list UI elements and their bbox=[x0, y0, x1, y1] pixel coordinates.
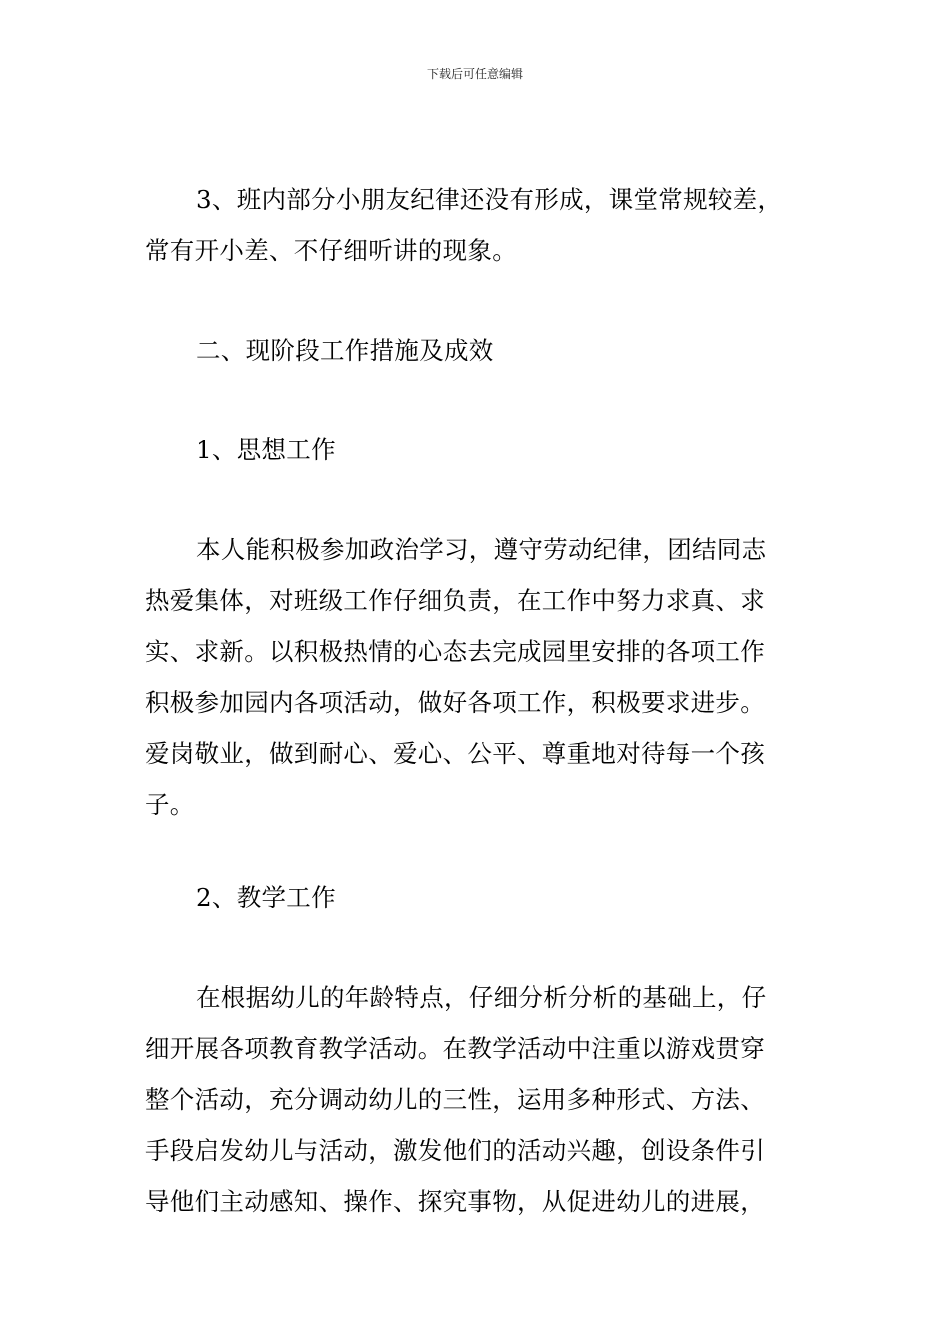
subsection-heading-thought-work: 1、思想工作 bbox=[196, 435, 336, 464]
text-line: 整个活动，充分调动幼儿的三性，运用多种形式、方法、 bbox=[145, 1085, 765, 1114]
paragraph-thought-work bbox=[145, 524, 810, 830]
text-line: 本人能积极参加政治学习，遵守劳动纪律，团结同志 bbox=[196, 535, 767, 564]
text-line: 常有开小差、不仔细听讲的现象。 bbox=[145, 236, 517, 265]
section-heading: 二、现阶段工作措施及成效 bbox=[196, 336, 494, 365]
text-line: 3、班内部分小朋友纪律还没有形成，课堂常规较差， bbox=[196, 185, 783, 214]
subsection-heading-teaching-work: 2、教学工作 bbox=[196, 883, 336, 912]
text-line: 导他们主动感知、操作、探究事物，从促进幼儿的进展， bbox=[145, 1187, 765, 1216]
paragraph-teaching-work bbox=[145, 972, 810, 1227]
text-line: 手段启发幼儿与活动，激发他们的活动兴趣，创设条件引 bbox=[145, 1136, 765, 1165]
text-line: 在根据幼儿的年龄特点，仔细分析分析的基础上，仔 bbox=[196, 983, 767, 1012]
paragraph-class-discipline bbox=[145, 174, 810, 276]
text-line: 实、求新。以积极热情的心态去完成园里安排的各项工作 bbox=[145, 637, 765, 666]
text-line: 爱岗敬业，做到耐心、爱心、公平、尊重地对待每一个孩 bbox=[145, 739, 765, 768]
text-line: 积极参加园内各项活动，做好各项工作，积极要求进步。 bbox=[145, 688, 765, 717]
text-line: 子。 bbox=[145, 790, 195, 819]
text-line: 细开展各项教育教学活动。在教学活动中注重以游戏贯穿 bbox=[145, 1034, 765, 1063]
text-line: 热爱集体，对班级工作仔细负责，在工作中努力求真、求 bbox=[145, 586, 765, 615]
header-note: 下载后可任意编辑 bbox=[426, 67, 523, 81]
